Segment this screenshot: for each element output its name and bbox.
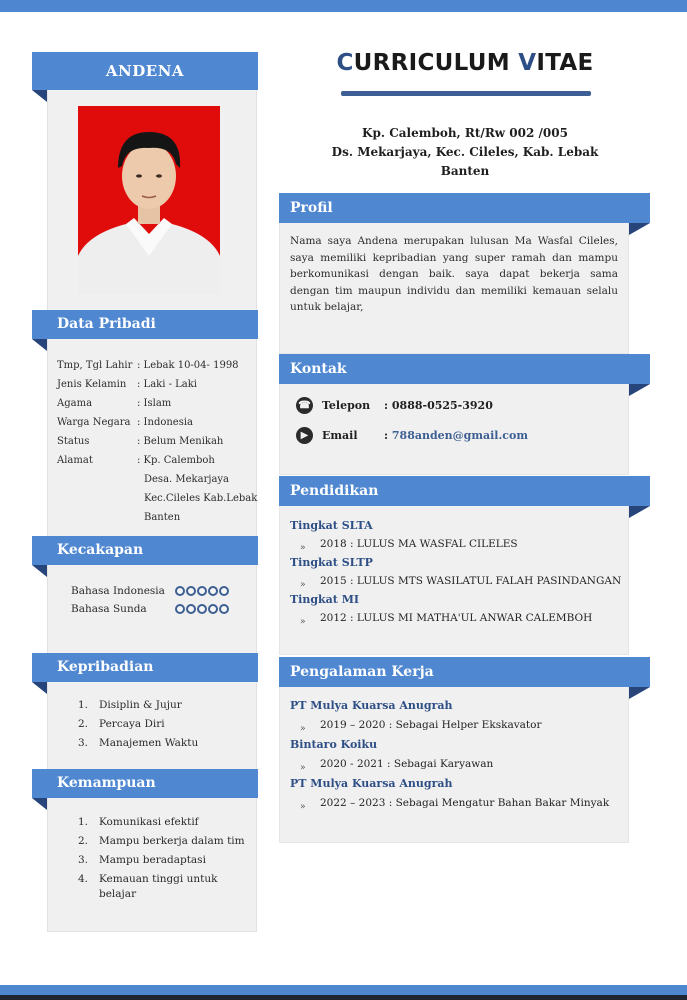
dp-value: Desa. Mekarjaya <box>144 474 230 485</box>
list-item <box>78 832 249 851</box>
dp-value: : Islam <box>137 398 172 409</box>
address-line: Ds. Mekarjaya, Kec. Cileles, Kab. Lebak <box>331 145 599 159</box>
section-title: Kepribadian <box>57 659 154 675</box>
name-ribbon <box>32 52 258 90</box>
list-text: Percaya Diri <box>99 718 165 730</box>
experience-list <box>290 698 630 815</box>
section-header-pendidikan <box>279 476 650 506</box>
bottom-dark-strip <box>0 995 687 1000</box>
contact-phone <box>296 397 493 414</box>
abilities-list <box>78 813 249 902</box>
list-number: 1. <box>78 816 89 828</box>
personality-list <box>78 696 249 753</box>
detail-text: 2020 - 2021 : Sebagai Karyawan <box>320 758 494 770</box>
list-item <box>78 813 249 832</box>
list-number: 2. <box>78 835 89 847</box>
rating-dot-icon <box>186 604 196 614</box>
profile-photo <box>78 106 220 294</box>
rating-dot-icon <box>219 586 229 596</box>
chevron-right-icon: » <box>300 543 306 553</box>
list-text: Komunikasi efektif <box>99 816 199 828</box>
rating-dot-icon <box>175 586 185 596</box>
education-level: Tingkat SLTA <box>290 519 373 532</box>
section-header-kecakapan <box>32 536 258 565</box>
bottom-accent-bar <box>0 985 687 995</box>
dp-row <box>57 413 257 432</box>
dp-row <box>57 451 257 470</box>
skill-row <box>71 582 229 600</box>
rating-dot-icon <box>197 604 207 614</box>
education-detail <box>290 534 630 555</box>
section-header-kontak <box>279 354 650 384</box>
skill-rating <box>175 604 229 614</box>
rating-dot-icon <box>208 604 218 614</box>
section-title: Profil <box>290 200 333 216</box>
section-title: Data Pribadi <box>57 316 156 332</box>
rating-dot-icon <box>175 604 185 614</box>
section-header-pengalaman <box>279 657 650 687</box>
dp-label <box>57 508 137 527</box>
section-header-profil <box>279 193 650 223</box>
dp-row <box>57 489 257 508</box>
chevron-right-icon: » <box>300 802 306 812</box>
dp-row <box>57 432 257 451</box>
education-detail <box>290 608 630 629</box>
detail-text: 2022 – 2023 : Sebagai Mengatur Bahan Bakar Minyak <box>320 797 610 809</box>
dp-label <box>57 470 137 489</box>
contact-email <box>296 427 528 444</box>
list-item <box>78 696 249 715</box>
education-detail <box>290 571 630 592</box>
dp-value: Kec.Cileles Kab.Lebak <box>144 493 258 504</box>
list-item <box>78 715 249 734</box>
dp-value: : Laki - Laki <box>137 379 198 390</box>
section-title: Pengalaman Kerja <box>290 664 434 680</box>
list-text: Manajemen Waktu <box>99 737 199 749</box>
address-line: Banten <box>440 164 490 178</box>
rating-dot-icon <box>197 586 207 596</box>
title-initial: C <box>336 50 354 76</box>
list-number: 1. <box>78 699 89 711</box>
header-address <box>300 124 630 181</box>
list-item <box>78 734 249 753</box>
section-header-kepribadian <box>32 653 258 682</box>
detail-text: 2019 – 2020 : Sebagai Helper Ekskavator <box>320 719 542 731</box>
dp-label: Tmp, Tgl Lahir <box>57 360 133 371</box>
section-header-data-pribadi <box>32 310 258 339</box>
section-title: Kemampuan <box>57 775 156 791</box>
chevron-right-icon: » <box>300 617 306 627</box>
dp-value: : Lebak 10-04- 1998 <box>137 360 239 371</box>
page-title <box>330 50 600 76</box>
top-accent-bar <box>0 0 687 12</box>
person-portrait-icon <box>78 106 220 294</box>
dp-label: Agama <box>57 398 93 409</box>
dp-row <box>57 356 257 375</box>
section-title: Kecakapan <box>57 542 144 558</box>
title-underline <box>341 91 591 96</box>
personal-data-table <box>57 356 257 527</box>
rating-dot-icon <box>208 586 218 596</box>
detail-text: 2012 : LULUS MI MATHA'UL ANWAR CALEMBOH <box>320 612 593 624</box>
list-text: Mampu beradaptasi <box>99 854 206 866</box>
address-line: Kp. Calemboh, Rt/Rw 002 /005 <box>362 126 568 140</box>
education-level: Tingkat SLTP <box>290 556 373 569</box>
company-name: PT Mulya Kuarsa Anugrah <box>290 777 453 790</box>
experience-detail <box>290 714 630 737</box>
list-number: 2. <box>78 718 89 730</box>
dp-value: : Kp. Calemboh <box>137 455 215 466</box>
dp-label: Warga Negara <box>57 417 131 428</box>
candidate-name: ANDENA <box>105 62 185 80</box>
list-item <box>78 851 249 870</box>
dp-label: Jenis Kelamin <box>57 379 127 390</box>
dp-label: Status <box>57 436 90 447</box>
skill-name: Bahasa Sunda <box>71 603 147 615</box>
experience-detail <box>290 792 630 815</box>
contact-label: Telepon <box>322 399 371 412</box>
profile-summary: Nama saya Andena merupakan lulusan Ma Wasfal Cileles, saya memiliki kepribadian yang super ramah dan mampu berkomunikasi dengan baik. saya dapat bekerja sama dengan tim maupun individu dan memiliki kemauan selalu untuk belajar, <box>290 235 618 313</box>
dp-row <box>57 508 257 527</box>
colon: : <box>384 429 392 442</box>
email-icon: ▶ <box>296 427 313 444</box>
title-initial: V <box>518 50 537 76</box>
chevron-right-icon: » <box>300 724 306 734</box>
rating-dot-icon <box>186 586 196 596</box>
email-link[interactable]: 788anden@gmail.com <box>391 429 528 442</box>
detail-text: 2015 : LULUS MTS WASILATUL FALAH PASINDANGAN <box>320 575 622 587</box>
list-number: 4. <box>78 873 89 885</box>
list-item <box>78 870 249 902</box>
skill-name: Bahasa Indonesia <box>71 585 165 597</box>
chevron-right-icon: » <box>300 580 306 590</box>
rating-dot-icon <box>219 604 229 614</box>
phone-number: : 0888-0525-3920 <box>384 399 493 412</box>
list-text: Disiplin & Jujur <box>99 699 182 711</box>
section-title: Kontak <box>290 361 347 377</box>
dp-value: Banten <box>144 512 181 523</box>
phone-icon: ☎ <box>296 397 313 414</box>
dp-label <box>57 489 137 508</box>
education-level: Tingkat MI <box>290 593 360 606</box>
dp-row <box>57 470 257 489</box>
skill-rating <box>175 586 229 596</box>
list-text: Mampu berkerja dalam tim <box>99 835 245 847</box>
company-name: PT Mulya Kuarsa Anugrah <box>290 699 453 712</box>
dp-value: : Indonesia <box>137 417 194 428</box>
experience-detail <box>290 753 630 776</box>
list-text: Kemauan tinggi untuk belajar <box>99 873 218 900</box>
language-skills <box>71 582 229 618</box>
title-text: URRICULUM <box>353 50 519 76</box>
title-text: ITAE <box>536 50 594 76</box>
section-title: Pendidikan <box>290 483 379 499</box>
detail-text: 2018 : LULUS MA WASFAL CILELES <box>320 538 518 550</box>
dp-label: Alamat <box>57 455 93 466</box>
skill-row <box>71 600 229 618</box>
chevron-right-icon: » <box>300 763 306 773</box>
dp-value: : Belum Menikah <box>137 436 224 447</box>
list-number: 3. <box>78 737 89 749</box>
dp-row <box>57 394 257 413</box>
dp-row <box>57 375 257 394</box>
section-header-kemampuan <box>32 769 258 798</box>
contact-label: Email <box>322 429 358 442</box>
list-number: 3. <box>78 854 89 866</box>
education-list <box>290 518 630 629</box>
company-name: Bintaro Koiku <box>290 738 378 751</box>
